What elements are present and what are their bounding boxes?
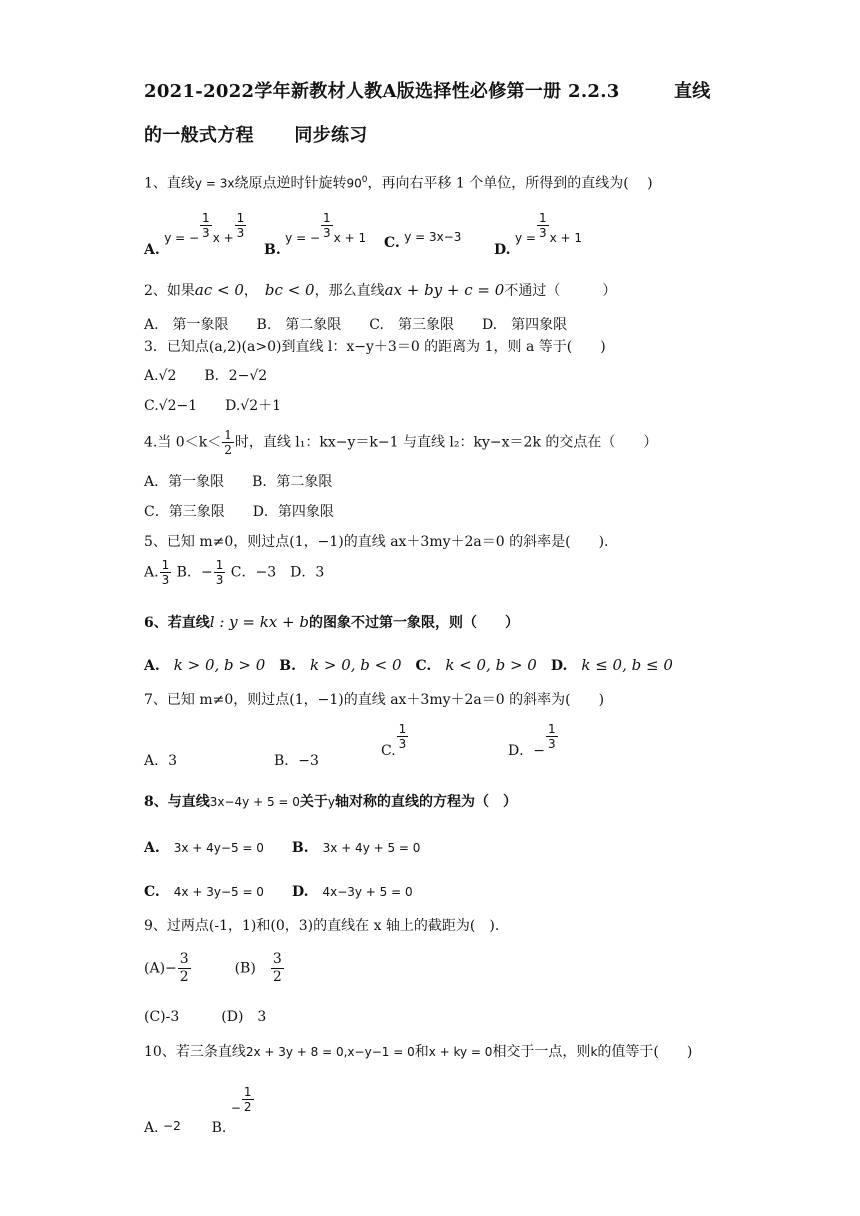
q5-options-rest: C．−3 D．3 xyxy=(230,564,325,581)
q1-option-a-label: A. xyxy=(144,241,160,258)
q8-suffix: 轴对称的直线的方程为（ ） xyxy=(335,794,518,810)
q8-option-a: 3x + 4y−5 = 0 xyxy=(173,841,264,855)
q1-option-a-frac1: $\frac{1}{3}$ xyxy=(202,211,210,240)
page-subtitle xyxy=(144,121,368,147)
question-4 xyxy=(144,428,657,457)
q6-option-d: k ≤ 0, b ≤ 0 xyxy=(581,656,673,674)
q6-option-c: k < 0, b > 0 xyxy=(445,656,537,674)
q5-option-a-frac: $\frac{1}{3}$ xyxy=(161,558,170,587)
q6-option-a: k > 0, b > 0 xyxy=(173,656,266,674)
q7-option-c xyxy=(381,722,409,759)
q8-prefix: 8、与直线 xyxy=(144,794,210,810)
q7-option-d-frac: $\frac{1}{3}$ xyxy=(547,722,556,751)
q3-options-ab: A.√2 B．2−√2 xyxy=(144,368,268,384)
q6-prefix: 6、若直线 xyxy=(144,615,210,631)
q2-mid: ，那么直线 xyxy=(314,283,385,299)
q4-suffix: 时，直线 l₁：kx−y＝k−1 与直线 l₂：ky−x＝2k 的交点在（ ） xyxy=(234,434,658,451)
question-6 xyxy=(144,613,519,632)
q1-option-a-mid: x + xyxy=(212,230,234,245)
q1-option-d-post: x + 1 xyxy=(549,230,583,245)
q1-option-b xyxy=(264,211,367,258)
q4-options-ab: A．第一象限 B．第二象限 xyxy=(144,474,333,490)
q8-option-d-label: D. xyxy=(291,884,309,900)
title-line1-a: 2021-2022学年新教材人教A版选择性必修第一册 2.2.3 xyxy=(144,81,620,102)
q6-option-d-label: D. xyxy=(550,658,568,674)
q10-k: k xyxy=(590,1045,598,1059)
page-title xyxy=(144,77,711,103)
q6-option-b-label: B. xyxy=(279,658,296,674)
q7-option-c-frac: $\frac{1}{3}$ xyxy=(398,722,407,751)
q2-suffix: 不通过（ ） xyxy=(504,283,617,299)
q9-option-a-frac: $\frac{3}{2}$ xyxy=(179,951,189,985)
question-1 xyxy=(144,171,653,193)
q2-sep: ， xyxy=(243,283,251,299)
q2-cond2: bc < 0 xyxy=(264,281,315,299)
q10-options xyxy=(144,1085,255,1136)
q10-option-b-label: B. xyxy=(211,1119,227,1136)
q10-prefix: 10、若三条直线 xyxy=(144,1044,246,1060)
question-5: 5、已知 m≠0，则过点(1，−1)的直线 ax＋3my＋2a＝0 的斜率是( ). xyxy=(144,534,609,550)
q1-degree-sup: 0 xyxy=(361,175,368,185)
q10-mid: 相交于一点，则 xyxy=(492,1044,591,1060)
q8-option-c: 4x + 3y−5 = 0 xyxy=(173,885,264,899)
q10-suffix: 的值等于( ) xyxy=(597,1044,693,1060)
q1-option-d-frac: $\frac{1}{3}$ xyxy=(538,211,547,240)
q1-suffix: ，再向右平移 1 个单位，所得到的直线为( ) xyxy=(367,175,653,192)
q9-options-ab xyxy=(144,951,285,986)
q8-option-a-label: A. xyxy=(144,840,160,856)
q5-options xyxy=(144,558,324,587)
q6-suffix: 的图象不过第一象限，则（ ） xyxy=(308,615,519,631)
question-9: 9、过两点(-1，1)和(0，3)的直线在 x 轴上的截距为( ). xyxy=(144,918,500,934)
q9-options-cd: (C)-3 (D) 3 xyxy=(144,1009,267,1025)
q6-option-a-label: A. xyxy=(144,658,160,674)
q8-option-b-label: B. xyxy=(291,840,309,856)
q9-option-b-frac: $\frac{3}{2}$ xyxy=(272,951,282,985)
q7-option-d-label: D．− xyxy=(508,742,545,759)
q1-option-b-label: B. xyxy=(264,241,281,258)
q8-equation: 3x−4y + 5 = 0 xyxy=(209,795,300,809)
q1-option-d-label: D. xyxy=(494,241,511,258)
q8-options-ab xyxy=(144,839,420,857)
q1-option-c-label: C. xyxy=(384,235,400,251)
q5-option-a-label: A. xyxy=(144,564,159,581)
q2-options: A. 第一象限 B. 第二象限 C. 第三象限 D. 第四象限 xyxy=(144,317,568,333)
q4-options-cd: C．第三象限 D．第四象限 xyxy=(144,504,334,520)
q6-option-c-label: C. xyxy=(415,658,432,674)
q8-option-d: 4x−3y + 5 = 0 xyxy=(322,885,413,899)
q1-option-a xyxy=(144,211,247,258)
q2-prefix: 2、如果 xyxy=(144,283,195,299)
q1-option-b-frac: $\frac{1}{3}$ xyxy=(323,211,331,240)
q9-option-a-label: (A)− xyxy=(144,960,177,977)
q1-option-c-eq: y = 3x−3 xyxy=(404,230,462,244)
q10-option-a-label: A. xyxy=(144,1119,159,1136)
question-7: 7、已知 m≠0，则过点(1，−1)的直线 ax＋3my＋2a＝0 的斜率为( ) xyxy=(144,692,605,708)
question-8 xyxy=(144,793,517,811)
title-line2-b: 同步练习 xyxy=(294,125,368,146)
question-3: 3．已知点(a,2)(a>0)到直线 l：x−y＋3＝0 的距离为 1，则 a 等于( ) xyxy=(144,339,606,355)
q7-option-c-label: C. xyxy=(381,742,396,759)
q10-option-b-frac: $\frac{1}{2}$ xyxy=(243,1085,252,1114)
q1-option-b-pre: y = − xyxy=(285,230,321,245)
q5-option-b-label: B．− xyxy=(176,564,213,581)
q9-option-b-label: (B) xyxy=(234,960,256,977)
q5-option-b-frac: $\frac{1}{3}$ xyxy=(215,558,224,587)
question-10 xyxy=(144,1043,692,1061)
q1-option-d-pre: y = xyxy=(514,230,536,245)
q10-option-b-pre: − xyxy=(230,1100,241,1115)
q1-option-c xyxy=(384,230,462,251)
q2-equation: ax + by + c = 0 xyxy=(384,281,505,299)
q10-equation-2: x + ky = 0 xyxy=(428,1045,493,1059)
q7-option-d xyxy=(508,722,559,759)
q1-option-a-frac2: $\frac{1}{3}$ xyxy=(236,211,245,240)
q4-frac: $\frac{1}{2}$ xyxy=(224,428,232,457)
q8-axis: y xyxy=(327,795,336,809)
q8-option-c-label: C. xyxy=(144,884,160,900)
q10-and: 和 xyxy=(414,1044,429,1060)
q8-options-cd xyxy=(144,883,413,901)
title-line1-b: 直线 xyxy=(674,81,711,102)
q1-option-d xyxy=(494,211,583,258)
q8-mid: 关于 xyxy=(299,794,328,810)
title-line2-a: 的一般式方程 xyxy=(144,125,254,146)
q7-option-b: B．−3 xyxy=(274,753,319,769)
q10-option-a: −2 xyxy=(163,1118,181,1133)
q1-degree: 90 xyxy=(346,176,362,191)
q1-equation: y = 3x xyxy=(194,176,235,191)
question-2 xyxy=(144,281,616,300)
q2-cond1: ac < 0 xyxy=(194,281,244,299)
q3-options-cd: C.√2−1 D.√2＋1 xyxy=(144,398,282,414)
q4-prefix: 4.当 0＜k＜ xyxy=(144,434,222,451)
q1-prefix: 1、直线 xyxy=(144,175,195,192)
q1-option-b-post: x + 1 xyxy=(333,230,367,245)
q8-option-b: 3x + 4y + 5 = 0 xyxy=(322,841,421,855)
q10-equation-1: 2x + 3y + 8 = 0,x−y−1 = 0 xyxy=(245,1045,415,1059)
q6-equation: l : y = kx + b xyxy=(209,613,309,631)
q7-option-a: A．3 xyxy=(144,753,178,769)
q1-mid: 绕原点逆时针旋转 xyxy=(234,175,347,192)
q6-options xyxy=(144,656,673,675)
q6-option-b: k > 0, b < 0 xyxy=(310,656,402,674)
q1-option-a-pre: y = − xyxy=(164,230,200,245)
